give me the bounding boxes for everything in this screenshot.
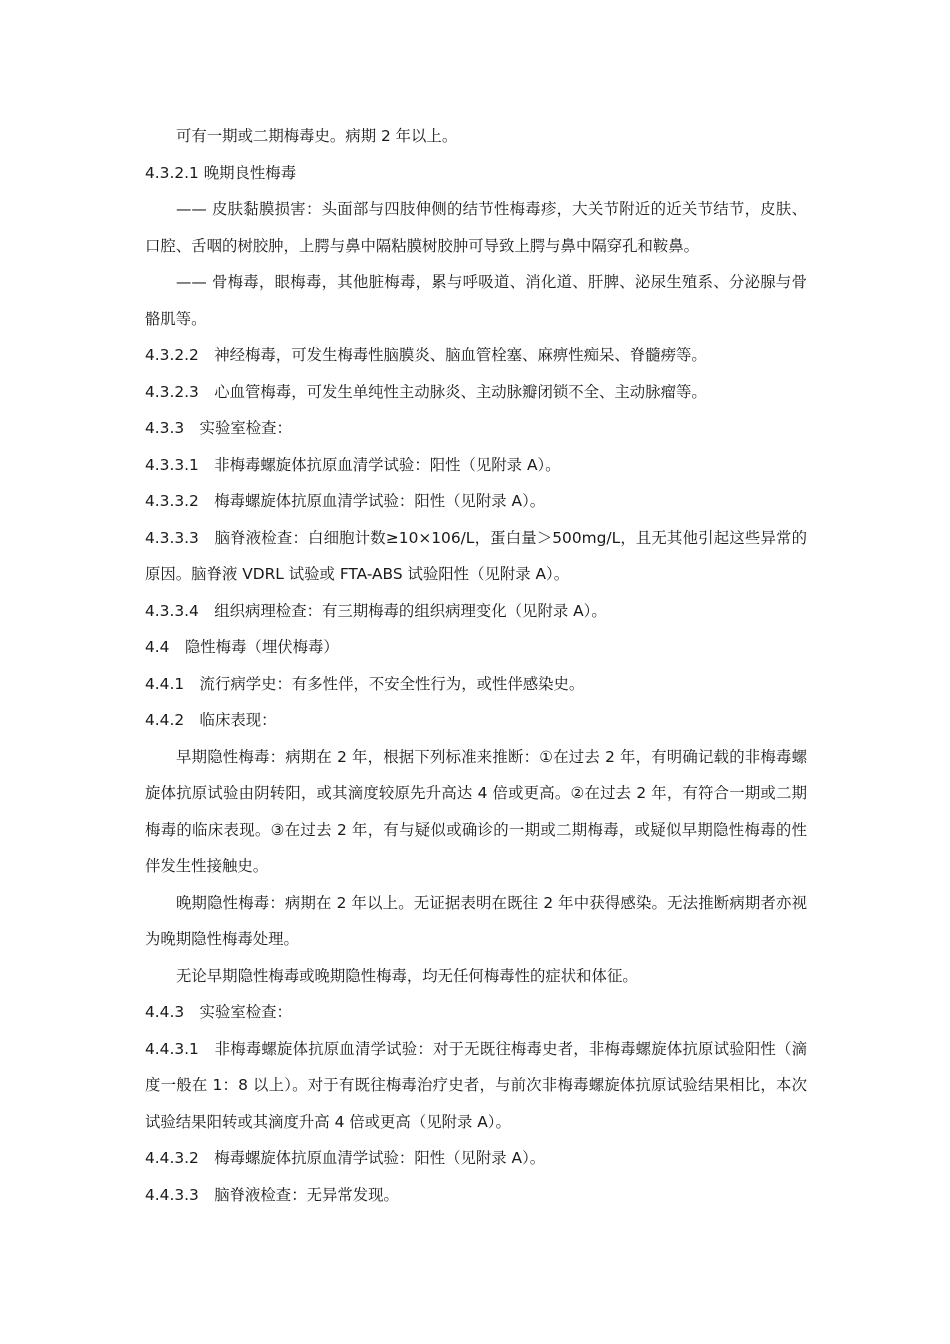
item-4-4-3-2: 4.4.3.2 梅毒螺旋体抗原血清学试验：阳性（见附录 A）。	[145, 1149, 546, 1167]
paragraph-skin-mucosa: —— 皮肤黏膜损害：头面部与四肢伸侧的结节性梅毒疹，大关节附近的近关节结节，皮肤、口腔、舌咽的树胶肿，上腭与鼻中隔粘膜树胶肿可导致上腭与鼻中隔穿孔和鞍鼻。	[145, 200, 807, 255]
item-4-3-2-2: 4.3.2.2 神经梅毒，可发生梅毒性脑膜炎、脑血管栓塞、麻痹性痴呆、脊髓痨等。	[145, 346, 707, 364]
paragraph-bone-syphilis: —— 骨梅毒，眼梅毒，其他脏梅毒，累与呼吸道、消化道、肝脾、泌尿生殖系、分泌腺与骨骼肌等。	[145, 273, 807, 328]
heading-4-4-3: 4.4.3 实验室检查：	[145, 1003, 292, 1021]
item-4-4-3-3: 4.4.3.3 脑脊液检查：无异常发现。	[145, 1185, 399, 1204]
item-4-3-3-3: 4.3.3.3 脑脊液检查：白细胞计数≥10×106/L，蛋白量＞500mg/L，且无其他引起这些异常的原因。脑脊液 VDRL 试验或 FTA-ABS 试验阳性（见附录 A）。	[145, 528, 807, 583]
document-page	[145, 118, 807, 1213]
heading-4-4: 4.4 隐性梅毒（埋伏梅毒）	[145, 638, 339, 656]
item-4-3-3-2: 4.3.3.2 梅毒螺旋体抗原血清学试验：阳性（见附录 A）。	[145, 492, 546, 510]
item-4-4-3-1: 4.4.3.1 非梅毒螺旋体抗原血清学试验：对于无既往梅毒史者，非梅毒螺旋体抗原试验阳性（滴度一般在 1：8 以上）。对于有既往梅毒治疗史者，与前次非梅毒螺旋体抗原试验结果相比，本次试验结果阳转或其滴度升高 4 倍或更高（见附录 A）。	[145, 1039, 807, 1131]
heading-4-4-2: 4.4.2 临床表现：	[145, 711, 277, 729]
item-4-4-1: 4.4.1 流行病学史：有多性伴，不安全性行为，或性伴感染史。	[145, 674, 585, 693]
paragraph-no-symptoms: 无论早期隐性梅毒或晚期隐性梅毒，均无任何梅毒性的症状和体征。	[176, 966, 638, 985]
paragraph-history: 可有一期或二期梅毒史。病期 2 年以上。	[176, 127, 458, 145]
item-4-3-3-1: 4.3.3.1 非梅毒螺旋体抗原血清学试验：阳性（见附录 A）。	[145, 455, 561, 474]
heading-4-3-3: 4.3.3 实验室检查：	[145, 419, 292, 437]
heading-4-3-2-1: 4.3.2.1 晚期良性梅毒	[145, 163, 297, 182]
paragraph-late-latent: 晚期隐性梅毒：病期在 2 年以上。无证据表明在既往 2 年中获得感染。无法推断病期者亦视为晚期隐性梅毒处理。	[145, 893, 807, 948]
item-4-3-2-3: 4.3.2.3 心血管梅毒，可发生单纯性主动脉炎、主动脉瓣闭锁不全、主动脉瘤等。	[145, 382, 707, 401]
paragraph-early-latent: 早期隐性梅毒：病期在 2 年，根据下列标准来推断：①在过去 2 年，有明确记载的非梅毒螺旋体抗原试验由阴转阳，或其滴度较原先升高达 4 倍或更高。②在过去 2 年，有符合一期或二期梅毒的临床表现。③在过去 2 年，有与疑似或确诊的一期或二期梅毒，或疑似早期隐性梅毒的性伴发生性接触史。	[145, 747, 807, 875]
item-4-3-3-4: 4.3.3.4 组织病理检查：有三期梅毒的组织病理变化（见附录 A）。	[145, 601, 607, 620]
